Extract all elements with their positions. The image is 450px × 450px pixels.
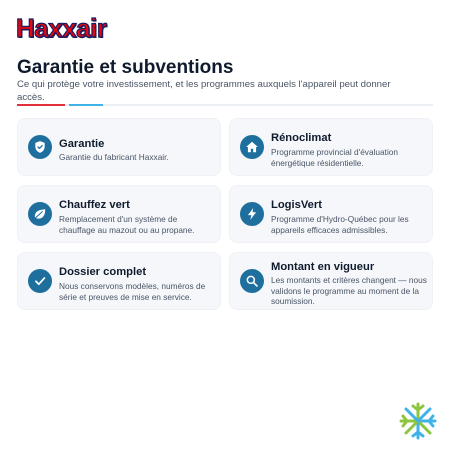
card-montant-en-vigueur bbox=[229, 252, 433, 310]
logo-text: Haxxair bbox=[16, 13, 107, 43]
card-logisvert bbox=[229, 185, 433, 243]
card-title: Montant en vigueur bbox=[271, 261, 375, 273]
card-chauffez-vert bbox=[17, 185, 221, 243]
checkmark-icon bbox=[28, 269, 52, 293]
section-divider bbox=[17, 104, 433, 106]
card-title: LogisVert bbox=[271, 199, 322, 211]
leaf-icon bbox=[28, 202, 52, 226]
card-description: Remplacement d'un système de chauffage au mazout ou au propane. bbox=[59, 214, 195, 235]
page-title: Garantie et subventions bbox=[17, 57, 234, 78]
card-description: Les montants et critères changent — nous validons le programme au moment de la soumission. bbox=[271, 275, 427, 307]
card-title: Dossier complet bbox=[59, 266, 147, 278]
card-description: Programme provincial d'évaluation énergétique résidentielle. bbox=[271, 147, 399, 168]
divider-accent-blue bbox=[69, 104, 103, 106]
card-renoclimat bbox=[229, 118, 433, 176]
card-garantie bbox=[17, 118, 221, 176]
card-description: Garantie du fabricant Haxxair. bbox=[59, 152, 169, 162]
card-dossier-complet bbox=[17, 252, 221, 310]
search-icon bbox=[240, 269, 264, 293]
page-subtitle: Ce qui protège votre investissement, et les programmes auxquels l'appareil peut donner accès. bbox=[17, 79, 391, 103]
snowflake-spark-icon bbox=[398, 401, 438, 441]
shield-check-icon bbox=[28, 135, 52, 159]
home-icon bbox=[240, 135, 264, 159]
card-description: Programme d'Hydro-Québec pour les appareils efficaces admissibles. bbox=[271, 214, 409, 235]
card-title: Garantie bbox=[59, 138, 105, 150]
lightning-icon bbox=[240, 202, 264, 226]
card-description: Nous conservons modèles, numéros de série et preuves de mise en service. bbox=[59, 281, 206, 302]
divider-accent-red bbox=[17, 104, 65, 106]
brand-logo bbox=[16, 14, 120, 42]
card-title: Chauffez vert bbox=[59, 199, 130, 211]
card-title: Rénoclimat bbox=[271, 132, 332, 144]
